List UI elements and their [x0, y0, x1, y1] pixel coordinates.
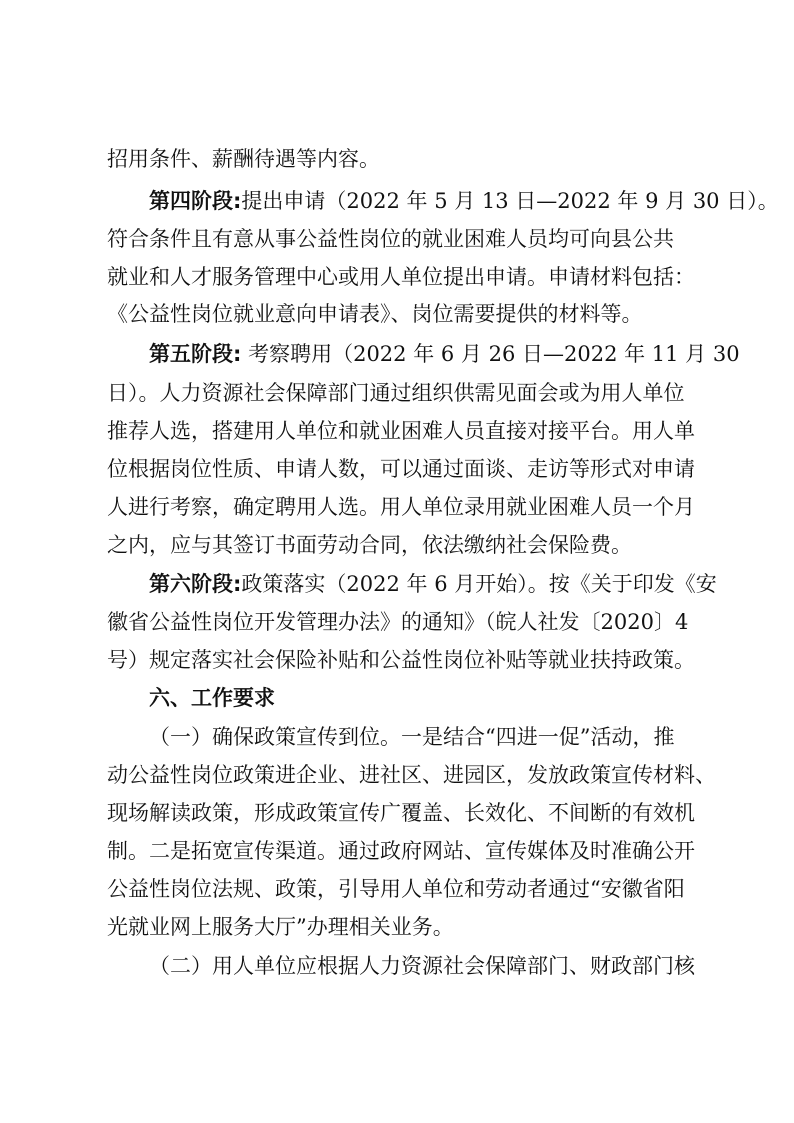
paragraph-line: 动公益性岗位政策进企业、进社区、进园区，发放政策宣传材料、 — [107, 763, 716, 787]
paragraph-line: 推荐人选，搭建用人单位和就业困难人员直接对接平台。用人单 — [107, 419, 695, 443]
paragraph-line: 就业和人才服务管理中心或用人单位提出申请。申请材料包括： — [107, 265, 695, 289]
stage4-line — [149, 186, 779, 216]
paragraph-line: 公益性岗位法规、政策，引导用人单位和劳动者通过“安徽省阳 — [107, 877, 685, 901]
paragraph-line: 符合条件且有意从事公益性岗位的就业困难人员均可向县公共 — [107, 227, 674, 251]
paragraph-line: 日）。人力资源社会保障部门通过组织供需见面会或为用人单位 — [107, 381, 685, 405]
stage6-label: 第六阶段: — [149, 572, 242, 596]
stage5-label: 第五阶段: — [149, 342, 242, 366]
stage6-text: 政策落实（2022 年 6 月开始）。按《关于印发《安 — [241, 572, 717, 596]
paragraph-line: 招用条件、薪酬待遇等内容。 — [107, 147, 380, 171]
stage5-line — [149, 339, 740, 369]
paragraph-line: （一）确保政策宣传到位。一是结合“四进一促”活动，推 — [149, 725, 675, 749]
section-heading: 六、工作要求 — [149, 686, 275, 710]
paragraph-line: 徽省公益性岗位开发管理办法》的通知》（皖人社发〔2020〕4 — [107, 610, 689, 634]
paragraph-line: 现场解读政策，形成政策宣传广覆盖、长效化、不间断的有效机 — [107, 801, 695, 825]
stage4-text: 提出申请（2022 年 5 月 13 日—2022 年 9 月 30 日）。 — [241, 189, 779, 213]
stage6-line — [149, 569, 717, 599]
stage4-label: 第四阶段: — [149, 189, 242, 213]
paragraph-line: （二）用人单位应根据人力资源社会保障部门、财政部门核 — [149, 954, 695, 978]
paragraph-line: 之内，应与其签订书面劳动合同，依法缴纳社会保险费。 — [107, 533, 632, 557]
paragraph-line: 光就业网上服务大厅”办理相关业务。 — [107, 915, 454, 939]
paragraph-line: 制。二是拓宽宣传渠道。通过政府网站、宣传媒体及时准确公开 — [107, 839, 695, 863]
paragraph-line: 人进行考察，确定聘用人选。用人单位录用就业困难人员一个月 — [107, 495, 695, 519]
stage5-text: 考察聘用（2022 年 6 月 26 日—2022 年 11 月 30 — [241, 342, 740, 366]
paragraph-line: 《公益性岗位就业意向申请表》、岗位需要提供的材料等。 — [107, 302, 643, 326]
paragraph-line: 号）规定落实社会保险补贴和公益性岗位补贴等就业扶持政策。 — [107, 648, 695, 672]
paragraph-line: 位根据岗位性质、申请人数，可以通过面谈、走访等形式对申请 — [107, 457, 695, 481]
